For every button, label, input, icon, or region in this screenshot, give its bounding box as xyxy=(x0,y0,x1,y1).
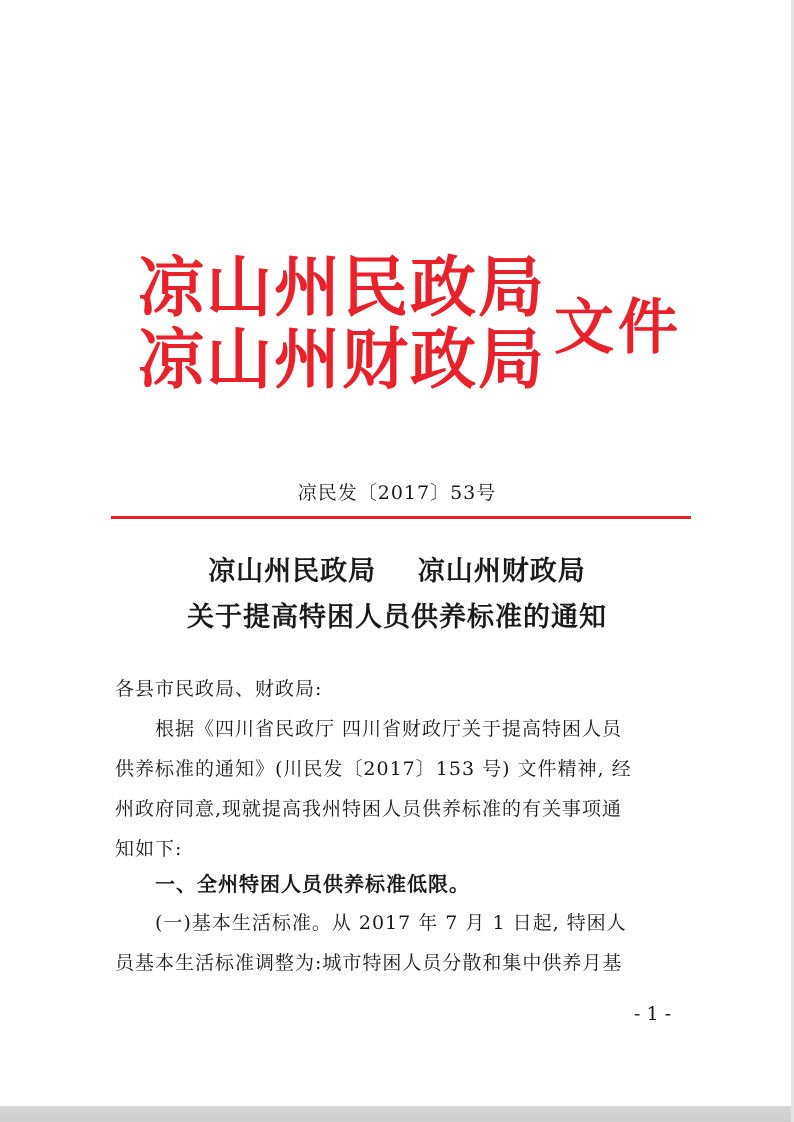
issuer-civil-affairs: 凉山州民政局 xyxy=(138,249,546,326)
paragraph-line: 供养标准的通知》(川民发〔2017〕153 号) 文件精神, 经 xyxy=(115,758,632,780)
scan-bottom-edge xyxy=(0,1106,794,1122)
document-number: 凉民发〔2017〕53号 xyxy=(297,482,497,504)
issuer-finance: 凉山州财政局 xyxy=(138,321,546,398)
paragraph-line: 根据《四川省民政厅 四川省财政厅关于提高特困人员 xyxy=(155,718,623,740)
red-separator-line xyxy=(111,516,691,519)
title-issuers: 凉山州民政局 凉山州财政局 xyxy=(208,556,586,587)
title-subject: 关于提高特困人员供养标准的通知 xyxy=(187,602,607,633)
page-number: - 1 - xyxy=(634,1003,672,1025)
paragraph-line: 知如下: xyxy=(115,838,183,860)
paragraph-line: (一)基本生活标准。从 2017 年 7 月 1 日起, 特困人 xyxy=(155,912,627,934)
document-suffix: 文件 xyxy=(554,293,682,363)
paragraph-line: 员基本生活标准调整为:城市特困人员分散和集中供养月基 xyxy=(115,952,623,974)
addressee: 各县市民政局、财政局: xyxy=(115,678,323,700)
red-masthead xyxy=(138,249,698,412)
paragraph-line: 州政府同意,现就提高我州特困人员供养标准的有关事项通 xyxy=(115,798,623,820)
section-heading: 一、全州特困人员供养标准低限。 xyxy=(155,872,470,896)
